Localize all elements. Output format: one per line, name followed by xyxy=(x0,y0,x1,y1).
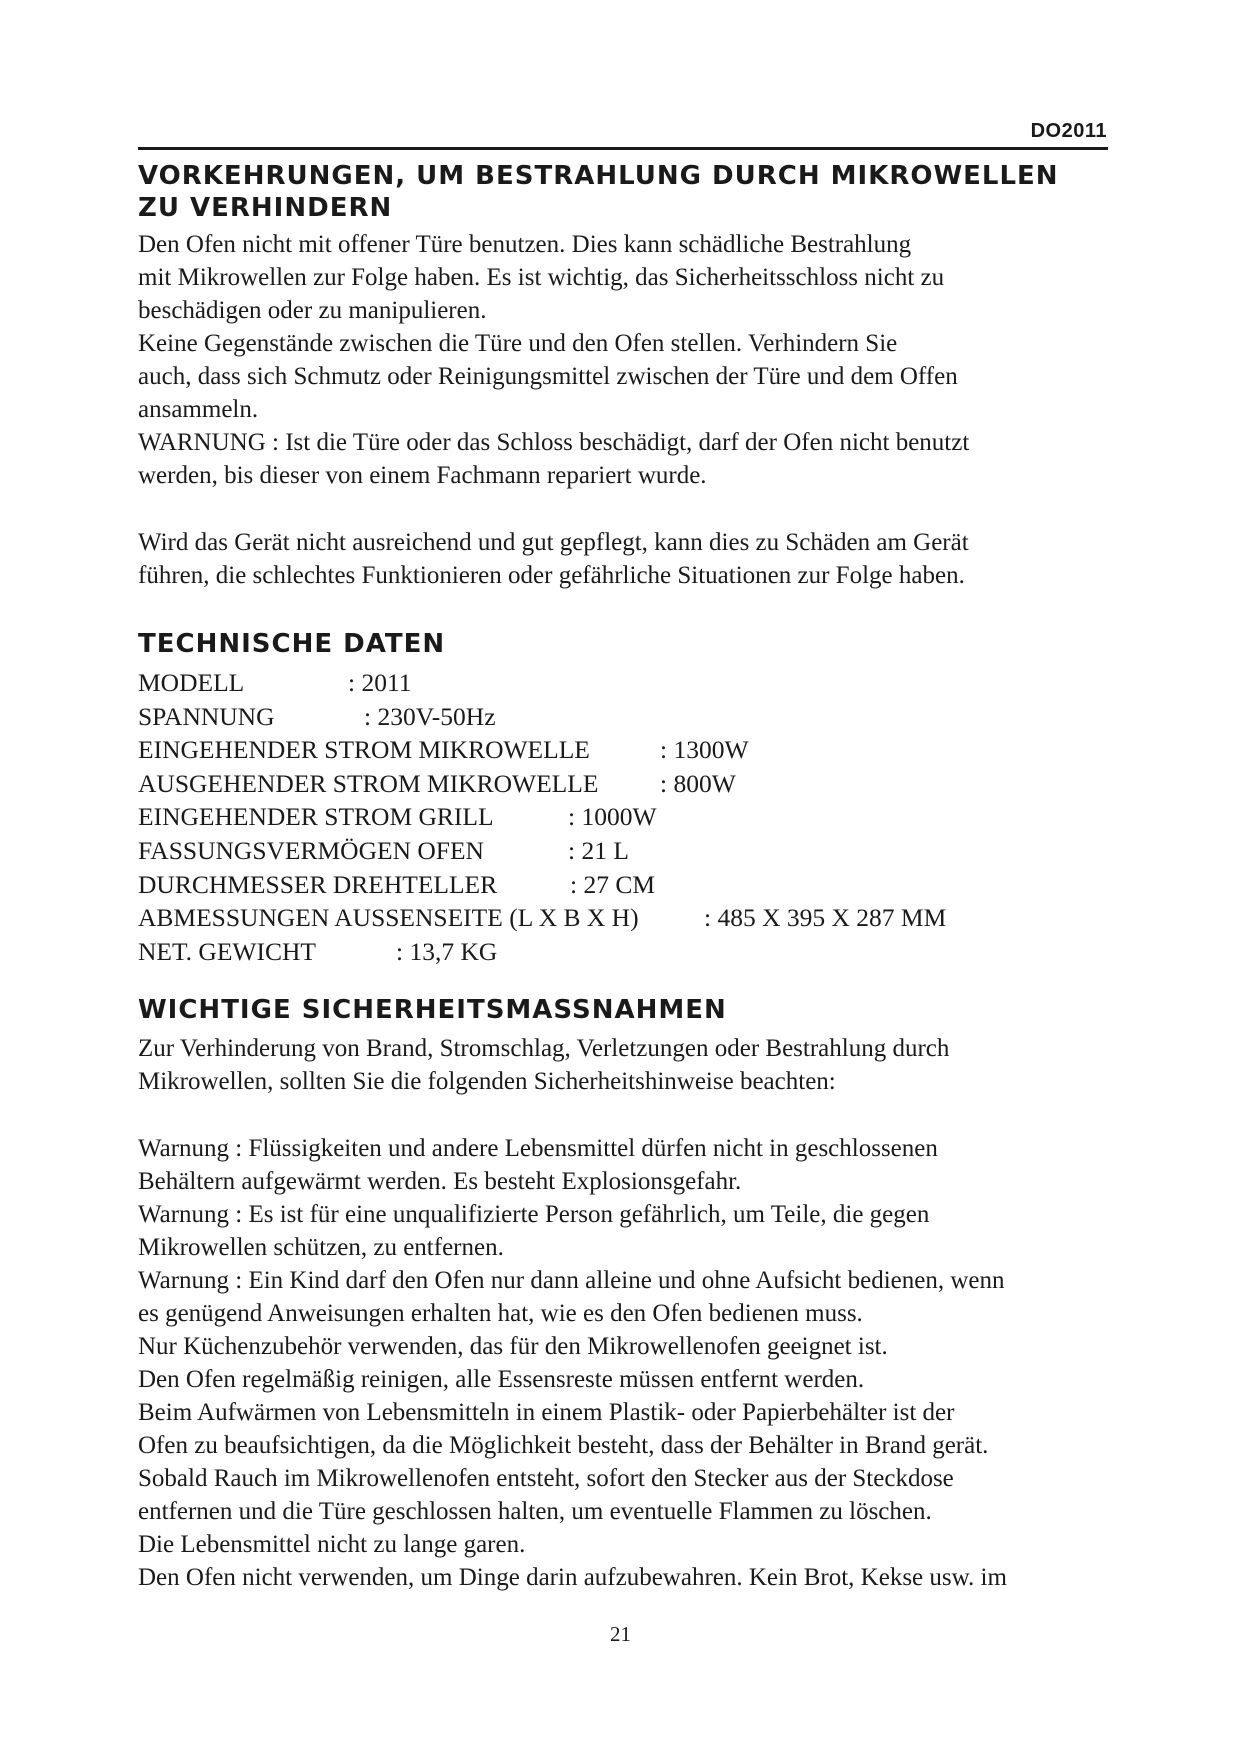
text-line: WARNUNG : Ist die Türe oder das Schloss beschädigt, darf der Ofen nicht benutzt xyxy=(138,429,970,456)
spec-row xyxy=(138,733,946,767)
spec-row xyxy=(138,767,946,801)
spec-row xyxy=(138,935,946,969)
spec-row xyxy=(138,800,946,834)
section-title-line-1: VORKEHRUNGEN, UM BESTRAHLUNG DURCH MIKROWELLEN xyxy=(138,161,1059,191)
spec-label: AUSGEHENDER STROM MIKROWELLE xyxy=(138,768,599,798)
spec-value: : 485 X 395 X 287 MM xyxy=(704,903,947,933)
text-line: Den Ofen regelmäßig reinigen, alle Essensreste müssen entfernt werden. xyxy=(138,1366,865,1393)
text-line: Zur Verhinderung von Brand, Stromschlag, Verletzungen oder Bestrahlung durch xyxy=(138,1035,950,1062)
text-line: ansammeln. xyxy=(138,396,259,423)
spec-value: : 27 CM xyxy=(570,869,656,899)
spec-row xyxy=(138,666,946,700)
radiation-paragraphs xyxy=(138,228,1118,592)
text-line: Warnung : Es ist für eine unqualifizierte Person gefährlich, um Teile, die gegen xyxy=(138,1201,930,1228)
text-line: Sobald Rauch im Mikrowellenofen entsteht, sofort den Stecker aus der Steckdose xyxy=(138,1465,954,1492)
spec-label: MODELL xyxy=(138,668,245,697)
text-line: Warnung : Flüssigkeiten und andere Lebensmittel dürfen nicht in geschlossenen xyxy=(138,1135,938,1162)
section-title-line-2: ZU VERHINDERN xyxy=(138,193,393,223)
section-title-technical-data: TECHNISCHE DATEN xyxy=(138,629,446,659)
section-title-radiation xyxy=(138,160,1059,224)
spec-value: : 800W xyxy=(660,768,736,798)
section-title-safety: WICHTIGE SICHERHEITSMASSNAHMEN xyxy=(138,995,727,1025)
text-line: Die Lebensmittel nicht zu lange garen. xyxy=(138,1531,526,1558)
spec-label: EINGEHENDER STROM GRILL xyxy=(138,802,494,832)
text-line: auch, dass sich Schmutz oder Reinigungsmittel zwischen der Türe und dem Offen xyxy=(138,363,958,390)
text-line: Den Ofen nicht mit offener Türe benutzen. Dies kann schädliche Bestrahlung xyxy=(138,231,912,258)
text-line: werden, bis dieser von einem Fachmann repariert wurde. xyxy=(138,462,707,489)
text-line: Beim Aufwärmen von Lebensmitteln in einem Plastik- oder Papierbehälter ist der xyxy=(138,1399,955,1426)
spec-label: FASSUNGSVERMÖGEN OFEN xyxy=(138,835,484,865)
spec-value: : 1300W xyxy=(660,735,749,765)
text-line: mit Mikrowellen zur Folge haben. Es ist wichtig, das Sicherheitsschloss nicht zu xyxy=(138,264,945,291)
spec-row xyxy=(138,700,946,734)
text-line: Warnung : Ein Kind darf den Ofen nur dann alleine und ohne Aufsicht bedienen, wenn xyxy=(138,1267,1005,1294)
text-line: es genügend Anweisungen erhalten hat, wie es den Ofen bedienen muss. xyxy=(138,1300,863,1327)
text-line: beschädigen oder zu manipulieren. xyxy=(138,297,487,324)
text-line: Nur Küchenzubehör verwenden, das für den Mikrowellenofen geeignet ist. xyxy=(138,1333,888,1360)
spec-value: : 21 L xyxy=(568,835,629,865)
model-code: DO2011 xyxy=(1030,120,1107,142)
text-line: führen, die schlechtes Funktionieren oder gefährliche Situationen zur Folge haben. xyxy=(138,562,965,589)
page-number: 21 xyxy=(610,1622,631,1646)
spec-value: : 1000W xyxy=(568,802,657,832)
spec-value: : 2011 xyxy=(348,668,412,697)
text-line: Wird das Gerät nicht ausreichend und gut gepflegt, kann dies zu Schäden am Gerät xyxy=(138,529,969,556)
spec-value: : 13,7 KG xyxy=(396,936,498,966)
header-rule xyxy=(138,147,1108,150)
spec-list xyxy=(138,666,946,968)
text-line: Mikrowellen schützen, zu entfernen. xyxy=(138,1234,504,1261)
text-line: entfernen und die Türe geschlossen halten, um eventuelle Flammen zu löschen. xyxy=(138,1498,932,1525)
spec-row xyxy=(138,868,946,902)
spec-row xyxy=(138,901,946,935)
text-line: Ofen zu beaufsichtigen, da die Möglichkeit besteht, dass der Behälter in Brand gerät. xyxy=(138,1432,989,1459)
text-line: Den Ofen nicht verwenden, um Dinge darin aufzubewahren. Kein Brot, Kekse usw. im xyxy=(138,1564,1007,1591)
spec-label: EINGEHENDER STROM MIKROWELLE xyxy=(138,735,590,765)
safety-paragraphs xyxy=(138,1032,1118,1594)
spec-row xyxy=(138,834,946,868)
spec-value: : 230V-50Hz xyxy=(364,701,496,731)
text-line: Keine Gegenstände zwischen die Türe und den Ofen stellen. Verhindern Sie xyxy=(138,330,898,357)
spec-label: SPANNUNG xyxy=(138,701,275,731)
text-line: Behältern aufgewärmt werden. Es besteht Explosionsgefahr. xyxy=(138,1168,742,1195)
text-line: Mikrowellen, sollten Sie die folgenden Sicherheitshinweise beachten: xyxy=(138,1068,836,1095)
spec-label: NET. GEWICHT xyxy=(138,936,316,966)
spec-label: ABMESSUNGEN AUSSENSEITE (L X B X H) xyxy=(138,903,639,933)
spec-label: DURCHMESSER DREHTELLER xyxy=(138,869,498,899)
